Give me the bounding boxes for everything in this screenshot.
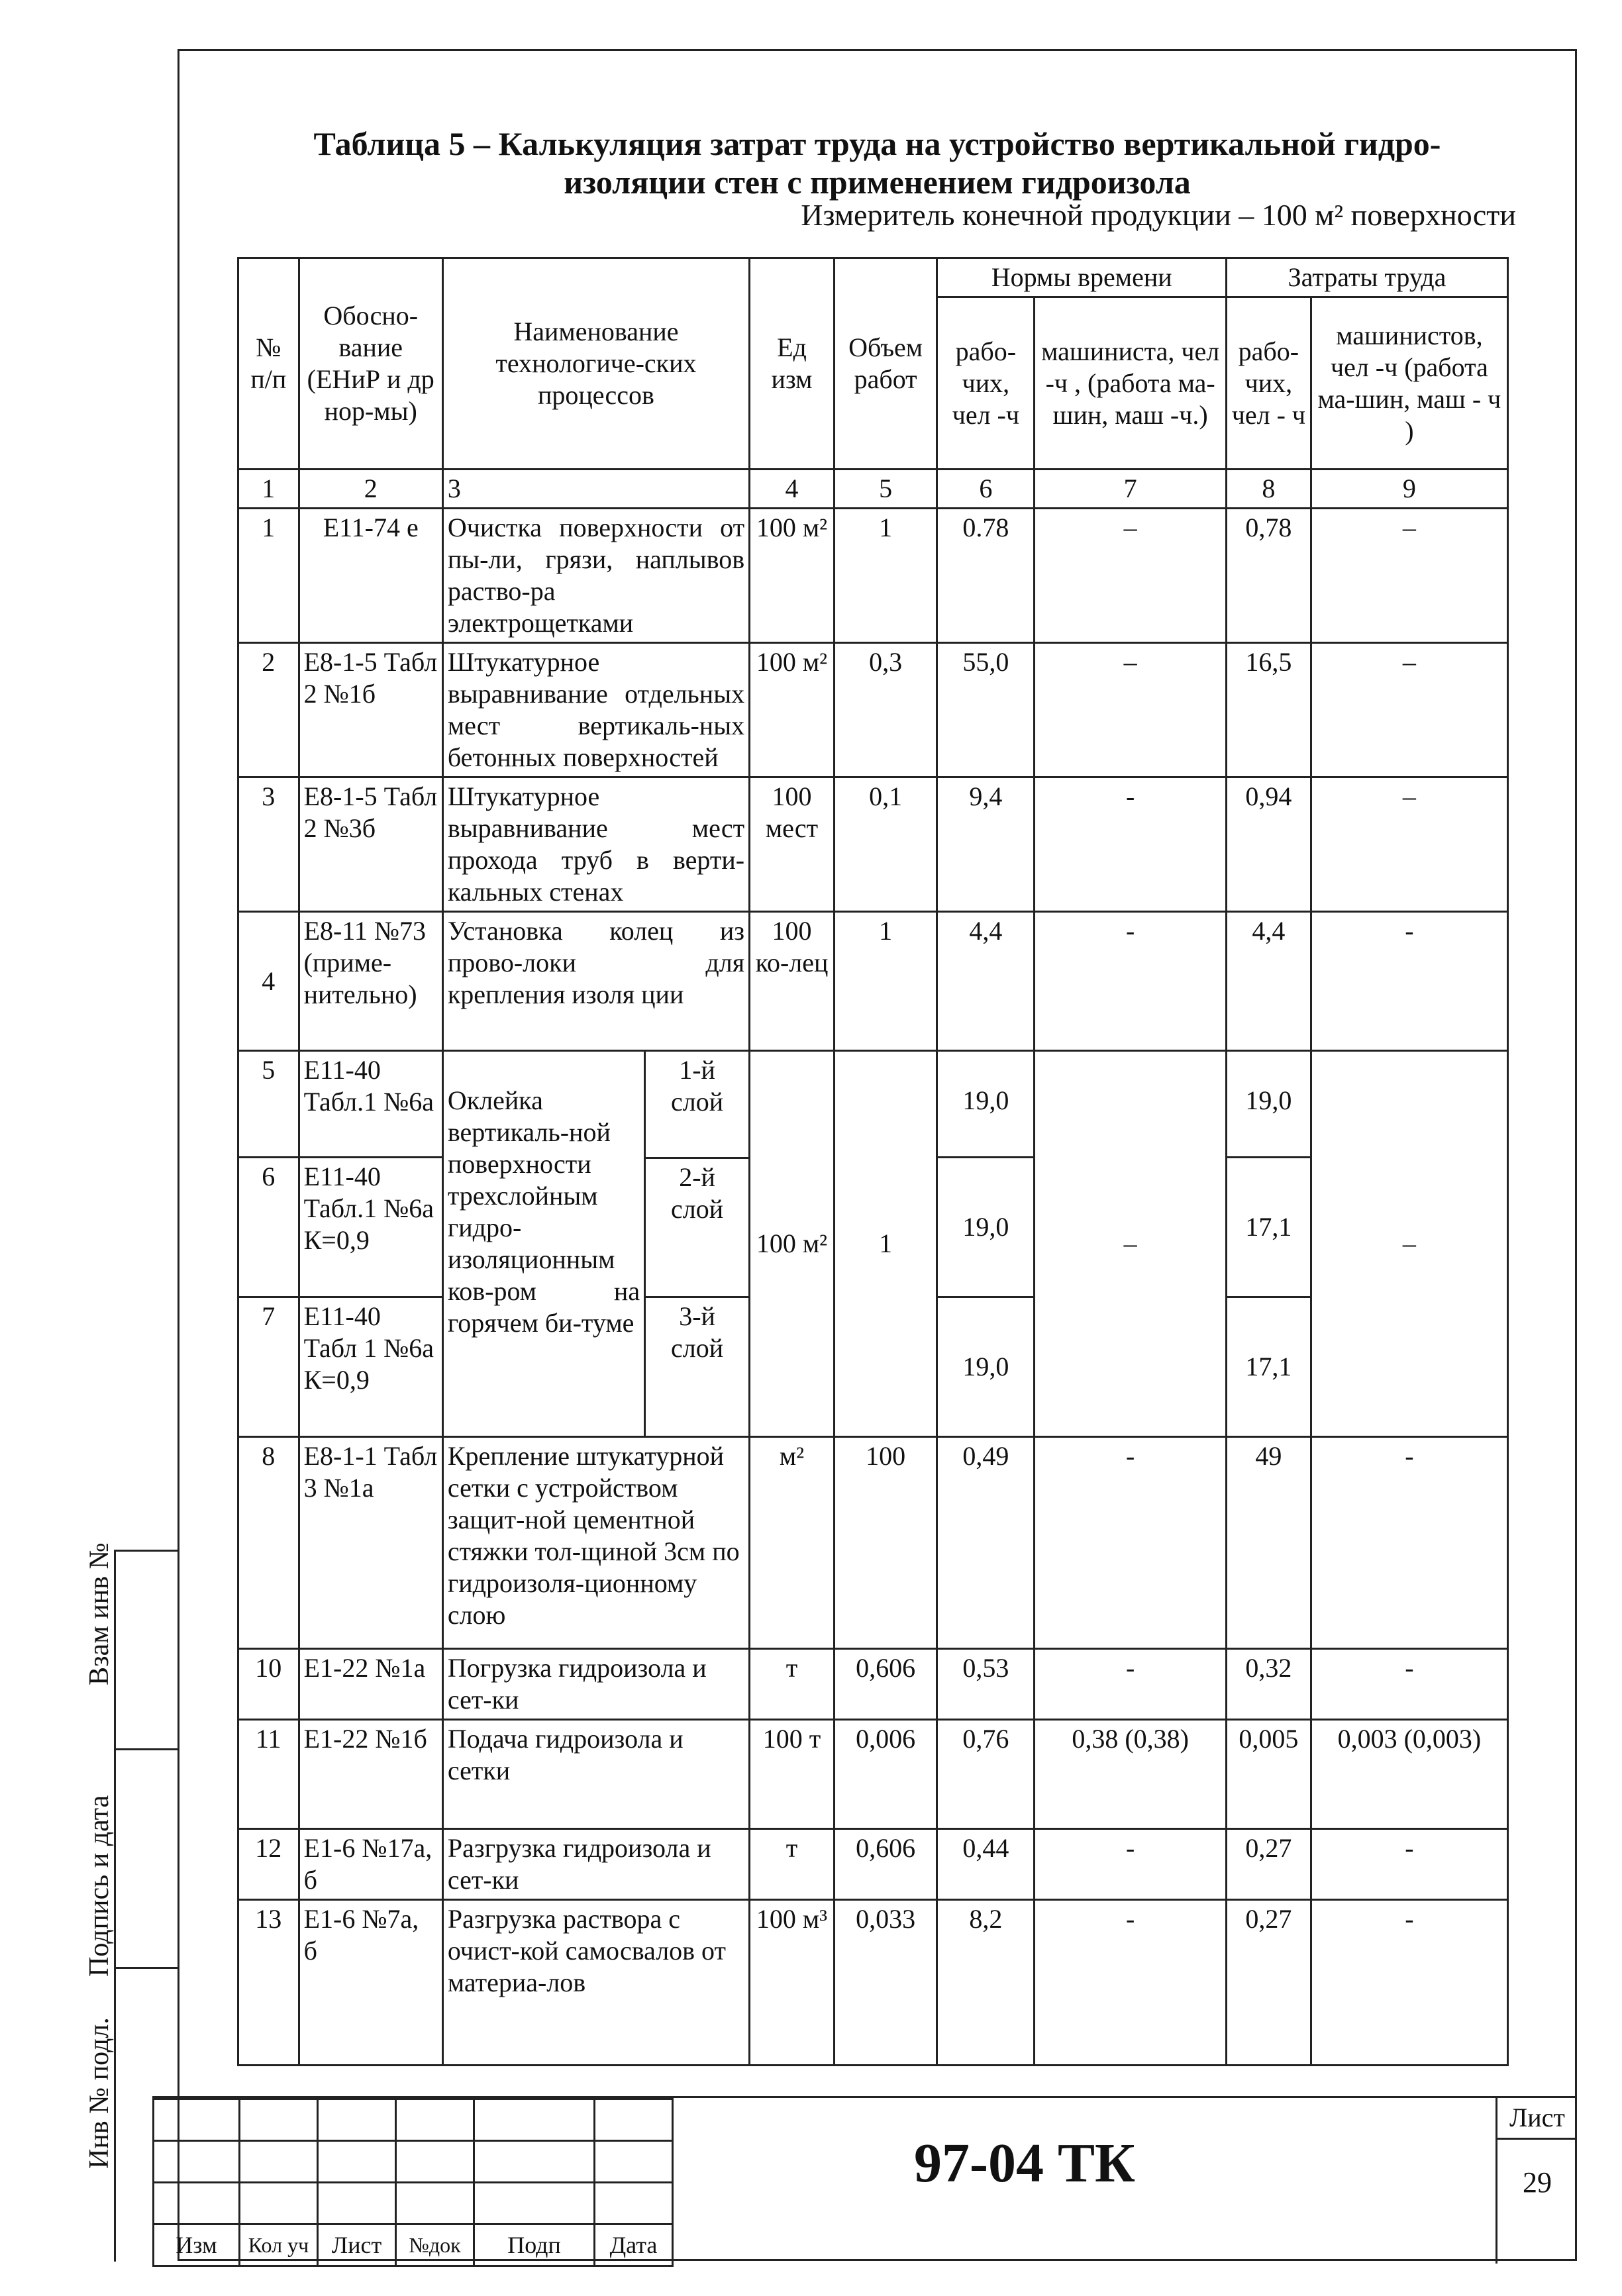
row-unit: 100 т xyxy=(750,1720,835,1829)
row-basis: Е8-11 №73 (приме-нительно) xyxy=(299,912,442,1051)
labor-table xyxy=(237,257,1509,2066)
colnum: 4 xyxy=(750,470,835,509)
row-name: Разгрузка гидроизола и сет-ки xyxy=(442,1829,749,1900)
group-name-cell xyxy=(442,1051,749,1437)
row-norm-workers: 55,0 xyxy=(937,643,1035,777)
row-num: 7 xyxy=(238,1297,299,1436)
row-basis: Е1-6 №17а, б xyxy=(299,1829,442,1900)
table-row xyxy=(238,1649,1508,1720)
row-norm-machinists: – xyxy=(1035,643,1227,777)
row-volume: 0,006 xyxy=(834,1720,937,1829)
row-name: Штукатурное выравнивание отдельных мест вертикаль-ных бетонных поверхностей xyxy=(442,643,749,777)
group-name: Оклейка вертикаль-ной поверхности трехслойным гидро-изоляционным ков-ром на горячем би-туме xyxy=(444,1052,645,1436)
row-unit: 100 ко-лец xyxy=(750,912,835,1051)
table-row xyxy=(238,1720,1508,1829)
row-labor-machinists: - xyxy=(1311,1437,1507,1649)
row-labor-workers: 0,78 xyxy=(1227,509,1311,643)
row-volume: 0,1 xyxy=(834,777,937,912)
row-volume: 0,3 xyxy=(834,643,937,777)
row-basis: Е8-1-5 Табл 2 №3б xyxy=(299,777,442,912)
row-norm-workers: 0.78 xyxy=(937,509,1035,643)
document-code: 97-04 ТК xyxy=(914,2132,1135,2194)
row-norm-workers: 8,2 xyxy=(937,1900,1035,2066)
row-norm-machinists: - xyxy=(1035,912,1227,1051)
group-norm-machinists: – xyxy=(1035,1051,1227,1437)
row-volume: 0,606 xyxy=(834,1649,937,1720)
row-norm-machinists: - xyxy=(1035,1900,1227,2066)
colnum: 3 xyxy=(442,470,749,509)
group-subtable xyxy=(444,1052,748,1436)
row-norm-workers: 4,4 xyxy=(937,912,1035,1051)
colnum: 6 xyxy=(937,470,1035,509)
row-labor-machinists: – xyxy=(1311,777,1507,912)
table-row xyxy=(238,509,1508,643)
row-name: Подача гидроизола и сетки xyxy=(442,1720,749,1829)
row-name: Очистка поверхности от пы-ли, грязи, наплывов раство-ра электрощетками xyxy=(442,509,749,643)
sheet-number: 29 xyxy=(1523,2166,1552,2199)
layer-label: 1-й слой xyxy=(645,1052,749,1158)
row-basis: Е11-74 е xyxy=(299,509,442,643)
row-num: 2 xyxy=(238,643,299,777)
row-volume: 1 xyxy=(834,912,937,1051)
row-labor-workers: 17,1 xyxy=(1227,1297,1311,1436)
colnum: 2 xyxy=(299,470,442,509)
row-unit: м² xyxy=(750,1437,835,1649)
row-norm-machinists: 0,38 (0,38) xyxy=(1035,1720,1227,1829)
row-basis: Е8-1-5 Табл 2 №1б xyxy=(299,643,442,777)
hdr-labor-workers: рабо-чих, чел - ч xyxy=(1227,297,1311,470)
hdr-norm-workers: рабо-чих, чел -ч xyxy=(937,297,1035,470)
row-unit: т xyxy=(750,1829,835,1900)
hdr-labor-machinists: машинистов, чел -ч (работа ма-шин, маш - ч ) xyxy=(1311,297,1507,470)
row-name: Разгрузка раствора с очист-кой самосвалов от материа-лов xyxy=(442,1900,749,2066)
title-block xyxy=(152,2096,1577,2264)
row-name: Штукатурное выравнивание мест прохода труб в верти-кальных стенах xyxy=(442,777,749,912)
row-norm-workers: 0,49 xyxy=(937,1437,1035,1649)
row-norm-machinists: - xyxy=(1035,1649,1227,1720)
row-num: 5 xyxy=(238,1051,299,1158)
row-norm-workers: 19,0 xyxy=(937,1297,1035,1436)
side-label-vzam: Взам инв № xyxy=(84,1542,115,1685)
row-unit: т xyxy=(750,1649,835,1720)
colnum: 7 xyxy=(1035,470,1227,509)
row-norm-machinists: - xyxy=(1035,777,1227,912)
signature-grid xyxy=(152,2098,674,2267)
row-unit: 100 мест xyxy=(750,777,835,912)
row-num: 10 xyxy=(238,1649,299,1720)
row-name: Погрузка гидроизола и сет-ки xyxy=(442,1649,749,1720)
table-title-line2: изоляции стен с применением гидроизола xyxy=(564,164,1191,201)
row-labor-workers: 16,5 xyxy=(1227,643,1311,777)
row-norm-machinists: – xyxy=(1035,509,1227,643)
stamp-izm: Изм xyxy=(154,2224,240,2266)
side-cell-podpis xyxy=(116,1750,177,1969)
table-row xyxy=(238,1437,1508,1649)
row-norm-workers: 9,4 xyxy=(937,777,1035,912)
row-num: 4 xyxy=(238,912,299,1051)
row-labor-machinists: – xyxy=(1311,509,1507,643)
hdr-labor: Затраты труда xyxy=(1227,258,1508,297)
column-numbers-row xyxy=(238,470,1508,509)
group-volume: 1 xyxy=(834,1051,937,1437)
row-num: 11 xyxy=(238,1720,299,1829)
group-labor-machinists: – xyxy=(1311,1051,1507,1437)
measure-unit: Измеритель конечной продукции – 100 м² поверхности xyxy=(801,198,1516,232)
row-basis: Е1-6 №7а, б xyxy=(299,1900,442,2066)
row-norm-machinists: - xyxy=(1035,1437,1227,1649)
colnum: 5 xyxy=(834,470,937,509)
row-norm-workers: 19,0 xyxy=(937,1051,1035,1158)
colnum: 1 xyxy=(238,470,299,509)
hdr-basis: Обосно-вание (ЕНиР и др нор-мы) xyxy=(299,258,442,470)
row-labor-machinists: - xyxy=(1311,1829,1507,1900)
row-basis: Е1-22 №1б xyxy=(299,1720,442,1829)
row-unit: 100 м² xyxy=(750,509,835,643)
row-labor-machinists: - xyxy=(1311,912,1507,1051)
row-labor-workers: 0,27 xyxy=(1227,1900,1311,2066)
row-labor-machinists: – xyxy=(1311,643,1507,777)
colnum: 8 xyxy=(1227,470,1311,509)
row-num: 6 xyxy=(238,1157,299,1297)
row-labor-workers: 17,1 xyxy=(1227,1157,1311,1297)
row-unit: 100 м³ xyxy=(750,1900,835,2066)
row-norm-machinists: - xyxy=(1035,1829,1227,1900)
row-labor-machinists: - xyxy=(1311,1649,1507,1720)
hdr-unit: Ед изм xyxy=(750,258,835,470)
table-row xyxy=(238,643,1508,777)
table-row xyxy=(238,777,1508,912)
hdr-name: Наименование технологиче-ских процессов xyxy=(442,258,749,470)
hdr-volume: Объем работ xyxy=(834,258,937,470)
row-name: Крепление штукатурной сетки с устройством защит-ной цементной стяжки тол-щиной 3см по гидроизоля-ционному слою xyxy=(442,1437,749,1649)
group-unit: 100 м² xyxy=(750,1051,835,1437)
row-basis: Е11-40 Табл.1 №6а xyxy=(299,1051,442,1158)
row-basis: Е1-22 №1а xyxy=(299,1649,442,1720)
sheet-box xyxy=(1495,2098,1577,2264)
row-labor-workers: 0,27 xyxy=(1227,1829,1311,1900)
row-basis: Е11-40 Табл 1 №6а К=0,9 xyxy=(299,1297,442,1436)
stamp-kol: Кол уч xyxy=(240,2224,318,2266)
row-num: 3 xyxy=(238,777,299,912)
row-norm-workers: 0,44 xyxy=(937,1829,1035,1900)
row-labor-machinists: 0,003 (0,003) xyxy=(1311,1720,1507,1829)
row-labor-workers: 0,005 xyxy=(1227,1720,1311,1829)
table-title-line1: Таблица 5 – Калькуляция затрат труда на устройство вертикальной гидро- xyxy=(313,125,1441,162)
row-labor-workers: 49 xyxy=(1227,1437,1311,1649)
hdr-norm-machinists: машиниста, чел -ч , (работа ма-шин, маш -ч.) xyxy=(1035,297,1227,470)
row-unit: 100 м² xyxy=(750,643,835,777)
sheet-label: Лист xyxy=(1497,2098,1577,2140)
row-labor-workers: 19,0 xyxy=(1227,1051,1311,1158)
row-name: Установка колец из прово-локи для крепления изоля ции xyxy=(442,912,749,1051)
row-norm-workers: 19,0 xyxy=(937,1157,1035,1297)
table-row xyxy=(238,1829,1508,1900)
side-label-inv: Инв № подл. xyxy=(84,2017,115,2169)
row-labor-workers: 0,94 xyxy=(1227,777,1311,912)
layer-label: 2-й слой xyxy=(645,1158,749,1297)
row-norm-workers: 0,53 xyxy=(937,1649,1035,1720)
row-labor-workers: 0,32 xyxy=(1227,1649,1311,1720)
stamp-list: Лист xyxy=(318,2224,396,2266)
row-labor-workers: 4,4 xyxy=(1227,912,1311,1051)
colnum: 9 xyxy=(1311,470,1507,509)
row-volume: 1 xyxy=(834,509,937,643)
table-row xyxy=(238,1051,1508,1158)
row-num: 8 xyxy=(238,1437,299,1649)
stamp-ndok: №док xyxy=(396,2224,474,2266)
hdr-num: № п/п xyxy=(238,258,299,470)
row-volume: 0,033 xyxy=(834,1900,937,2066)
row-num: 13 xyxy=(238,1900,299,2066)
table-row xyxy=(238,1900,1508,2066)
side-label-podpis: Подпись и дата xyxy=(84,1795,115,1977)
row-volume: 100 xyxy=(834,1437,937,1649)
row-basis: Е8-1-1 Табл 3 №1а xyxy=(299,1437,442,1649)
table-row xyxy=(238,912,1508,1051)
stamp-data: Дата xyxy=(595,2224,673,2266)
row-norm-workers: 0,76 xyxy=(937,1720,1035,1829)
row-labor-machinists: - xyxy=(1311,1900,1507,2066)
row-num: 12 xyxy=(238,1829,299,1900)
row-basis: Е11-40 Табл.1 №6а К=0,9 xyxy=(299,1157,442,1297)
hdr-norms: Нормы времени xyxy=(937,258,1227,297)
side-cell-vzam xyxy=(116,1552,177,1750)
layer-label: 3-й слой xyxy=(671,1301,724,1363)
row-num: 1 xyxy=(238,509,299,643)
stamp-podp: Подп xyxy=(474,2224,595,2266)
row-volume: 0,606 xyxy=(834,1829,937,1900)
